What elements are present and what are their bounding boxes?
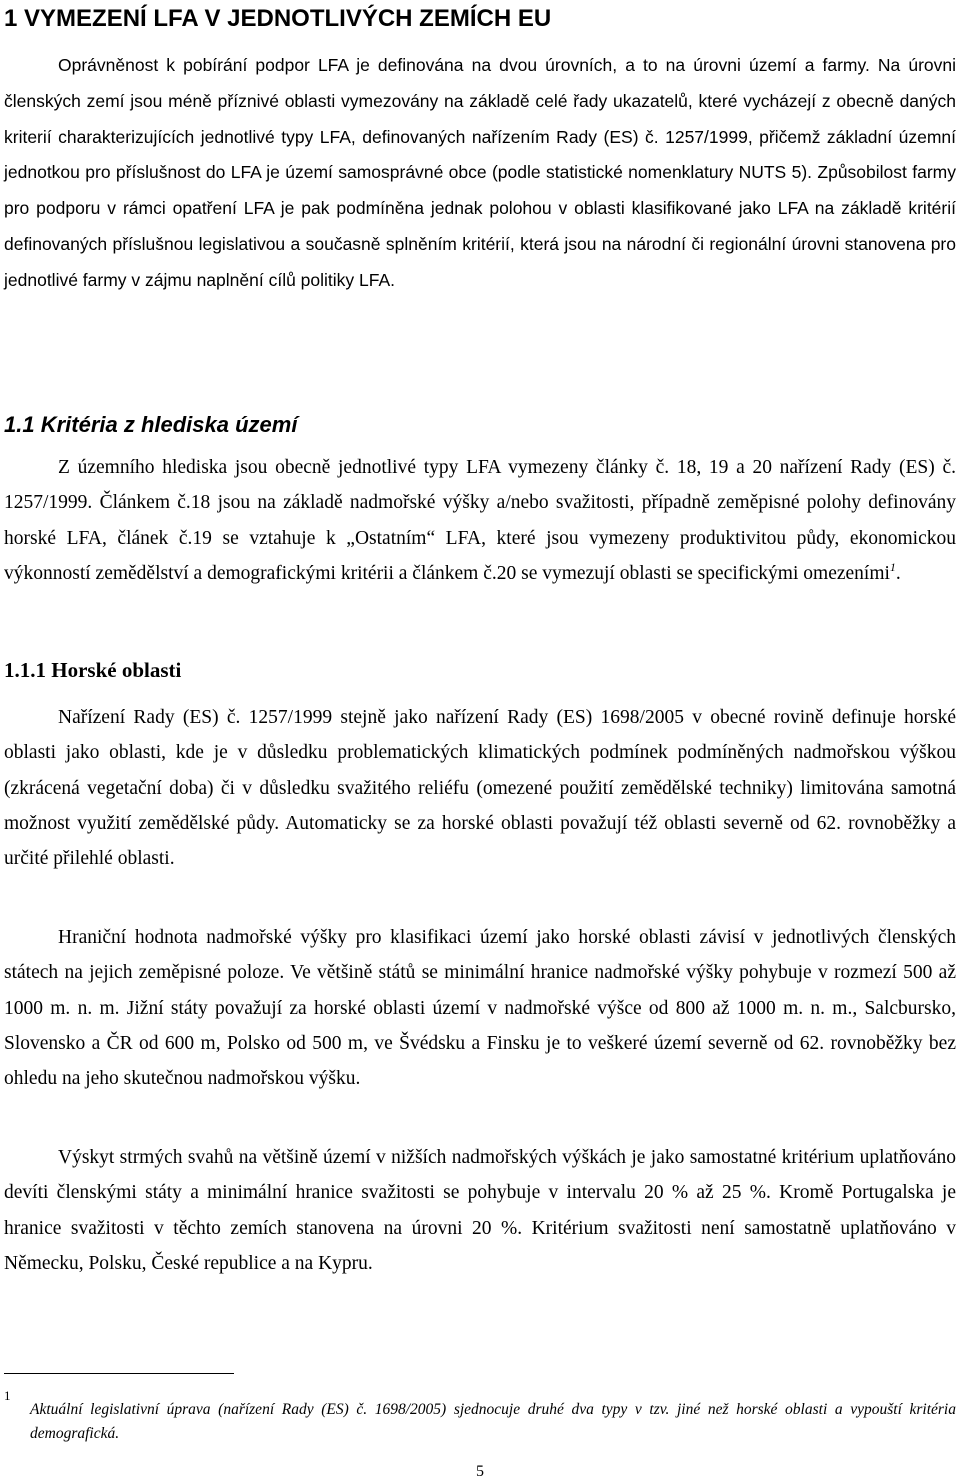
footnote-reference[interactable]: 1 <box>889 559 896 574</box>
subsection-heading: 1.1.1 Horské oblasti <box>4 658 182 682</box>
chapter-heading: 1 VYMEZENÍ LFA V JEDNOTLIVÝCH ZEMÍCH EU <box>4 5 552 32</box>
section-text-end: . <box>895 562 901 584</box>
paragraph-slope-criteria: Výskyt strmých svahů na většině území v nižších nadmořských výškách je jako samostatné kritérium uplatňováno devíti členskými státy a minimální hranice svažitosti se pohybuje v intervalu 20 % až 25 %. Kromě Portugalska je hranice svažitosti v těchto zemích stanovena na úrovni 20 %. Kritérium svažitosti není samostatně uplatňováno v Německu, Polsku, České republice a na Kypru. <box>4 1147 956 1274</box>
section-heading: 1.1 Kritéria z hlediska území <box>4 412 298 437</box>
page-number: 5 <box>476 1463 484 1480</box>
paragraph-mountain-definition: Nařízení Rady (ES) č. 1257/1999 stejně jako nařízení Rady (ES) 1698/2005 v obecné rovině definuje horské oblasti jako oblasti, kde je v důsledku problematických klimatických podmínek podmíněných nadmořskou výškou (zkrácená vegetační doba) či v důsledku svažitého reliéfu (omezené použití zemědělské techniky) limitována samotná možnost využití zemědělské půdy. Automaticky se za horské oblasti považují též oblasti severně od 62. rovnoběžky a určité přilehlé oblasti. <box>4 707 956 870</box>
section-text: Z územního hlediska jsou obecně jednotlivé typy LFA vymezeny články č. 18, 19 a 20 nařízení Rady (ES) č. 1257/1999. Článkem č.18 jsou na základě nadmořské výšky a/nebo svažitosti, případně zeměpisné polohy definovány horské LFA, článek č.19 se vztahuje k „Ostatním“ LFA, které jsou vymezeny produktivitou půdy, ekonomickou výkonností zemědělství a demografickými kritérii a článkem č.20 se vymezují oblasti se specifickými omezeními <box>4 457 956 584</box>
intro-text-b: Způsobilost farmy pro podporu v rámci opatření LFA je pak podmíněna jednak polohou v oblasti klasifikované jako LFA na základě kritérií definovaných příslušnou legislativou a současně splněním kritérií, která jsou na národní či regionální úrovni stanovena pro jednotlivé farmy v zájmu naplnění cílů politiky LFA. <box>4 162 956 290</box>
footnote-text: Aktuální legislativní úprava (nařízení Rady (ES) č. 1698/2005) sjednocuje druhé dva typy v tzv. jiné než horské oblasti a vypouští kritéria demografická. <box>30 1401 956 1442</box>
footnote-number: 1 <box>4 1388 11 1403</box>
intro-text-a: Oprávněnost k pobírání podpor LFA je definována na dvou úrovních, a to na úrovni území a farmy. Na úrovni členských zemí jsou méně příznivé oblasti vymezovány na základě celé řady ukazatelů, které vycházejí z obecně daných kriterií charakterizujících jednotlivé typy LFA, definovaných nařízením Rady (ES) č. 1257/1999, přičemž základní územní jednotkou pro příslušnost do LFA je území samosprávné obce (podle statistické nomenklatury NUTS 5). <box>4 55 956 183</box>
paragraph-altitude-limits: Hraniční hodnota nadmořské výšky pro klasifikaci území jako horské oblasti závisí v jednotlivých členských státech na jejich zeměpisné poloze. Ve většině států se minimální hranice nadmořské výšky pohybuje v rozmezí 500 až 1000 m. n. m. Jižní státy považují za horské oblasti území v nadmořské výšce od 800 až 1000 m. n. m., Salcbursko, Slovensko a ČR od 600 m, Polsko od 500 m, ve Švédsku a Finsku je to veškeré území severně od 62. rovnoběžky bez ohledu na jeho skutečnou nadmořskou výšku. <box>4 927 956 1090</box>
intro-paragraph <box>4 48 956 299</box>
footnote-separator <box>4 1373 234 1374</box>
section-paragraph <box>4 450 956 591</box>
